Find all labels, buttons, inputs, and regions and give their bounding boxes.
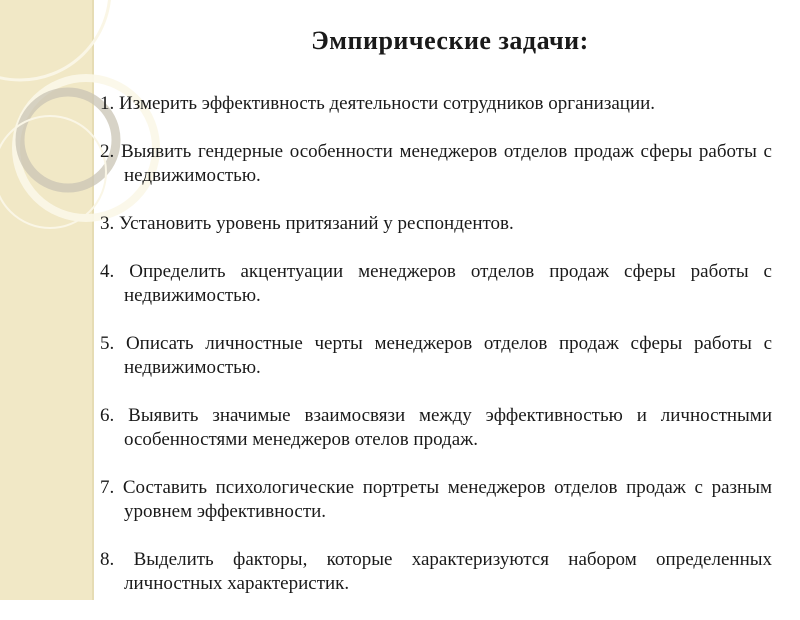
task-item-8: 8. Выделить факторы, которые характеризуются набором определенных личностных характеристик. <box>100 549 772 594</box>
task-item-4: 4. Определить акцентуации менеджеров отделов продаж сферы работы с недвижимостью. <box>100 261 772 306</box>
task-item-2: 2. Выявить гендерные особенности менеджеров отделов продаж сферы работы с недвижимостью. <box>100 141 772 186</box>
top-ring <box>0 0 110 80</box>
task-item-5: 5. Описать личностные черты менеджеров отделов продаж сферы работы с недвижимостью. <box>100 333 772 378</box>
task-list <box>100 92 772 620</box>
task-item-7: 7. Составить психологические портреты менеджеров отделов продаж с разным уровнем эффективности. <box>100 477 772 522</box>
task-item-1: 1. Измерить эффективность деятельности сотрудников организации. <box>100 93 656 114</box>
task-item-6: 6. Выявить значимые взаимосвязи между эффективностью и личностными особенностями менеджеров отелов продаж. <box>100 405 772 450</box>
task-item-3: 3. Установить уровень притязаний у респондентов. <box>100 213 514 234</box>
slide-title: Эмпирические задачи: <box>311 26 589 55</box>
